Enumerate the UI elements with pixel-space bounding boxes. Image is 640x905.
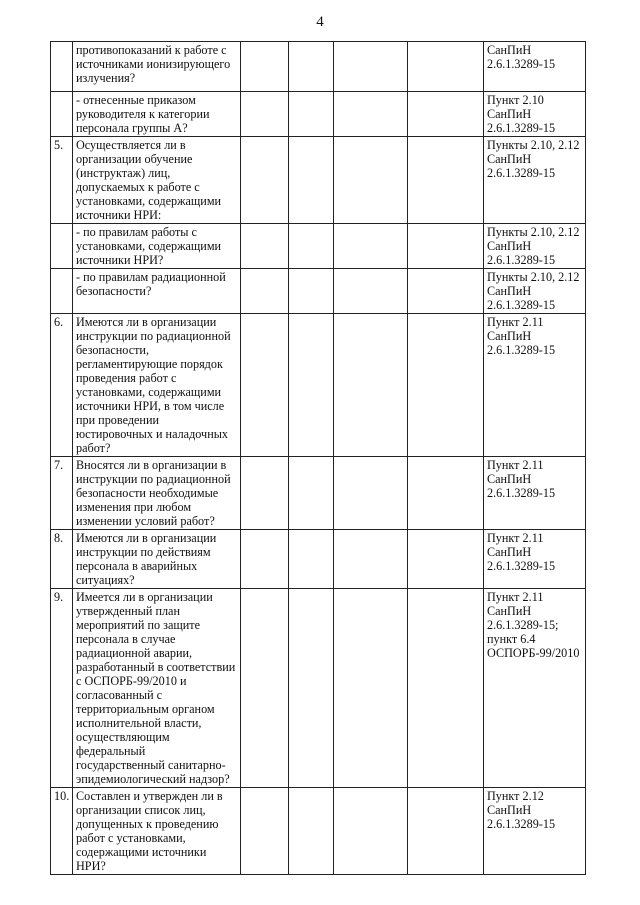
row-number: 5. [51,137,73,224]
answer-yes-cell [241,788,289,875]
comment-cell [408,92,484,137]
question-cell: Осуществляется ли в организации обучение (инструктаж) лиц, допускаемых к работе с установками, содержащими источники НРИ: [73,137,241,224]
row-number: 8. [51,530,73,589]
row-number [51,92,73,137]
row-number [51,269,73,314]
answer-no-cell [289,589,334,788]
row-number [51,42,73,92]
reference-cell: СанПиН 2.6.1.3289-15 [484,42,586,92]
answer-yes-cell [241,92,289,137]
answer-no-cell [289,314,334,457]
reference-cell: Пункт 2.10 СанПиН 2.6.1.3289-15 [484,92,586,137]
reference-cell: Пункты 2.10, 2.12 СанПиН 2.6.1.3289-15 [484,224,586,269]
reference-cell: Пункты 2.10, 2.12 СанПиН 2.6.1.3289-15 [484,269,586,314]
reference-cell: Пункт 2.11 СанПиН 2.6.1.3289-15; пункт 6.4 ОСПОРБ-99/2010 [484,589,586,788]
answer-no-cell [289,224,334,269]
table-row [51,224,586,269]
answer-na-cell [334,269,408,314]
question-cell: Вносятся ли в организации в инструкции по радиационной безопасности необходимые изменения при любом изменении условий работ? [73,457,241,530]
answer-yes-cell [241,314,289,457]
answer-na-cell [334,530,408,589]
answer-no-cell [289,137,334,224]
answer-no-cell [289,530,334,589]
comment-cell [408,42,484,92]
comment-cell [408,457,484,530]
reference-cell: Пункт 2.11 СанПиН 2.6.1.3289-15 [484,530,586,589]
table-row [51,589,586,788]
table-row [51,530,586,589]
table-row [51,457,586,530]
reference-cell: Пункты 2.10, 2.12 СанПиН 2.6.1.3289-15 [484,137,586,224]
page-number: 4 [316,14,324,30]
answer-na-cell [334,788,408,875]
question-cell: Составлен и утвержден ли в организации список лиц, допущенных к проведению работ с установками, содержащими источники НРИ? [73,788,241,875]
comment-cell [408,137,484,224]
comment-cell [408,788,484,875]
row-number: 6. [51,314,73,457]
question-cell: Имеется ли в организации утвержденный план мероприятий по защите персонала в случае радиационной аварии, разработанный в соответствии с ОСПОРБ-99/2010 и согласованный с территориальным органом исполнительной власти, осуществляющим федеральный государственный санитарно-эпидемиологический надзор? [73,589,241,788]
question-cell: Имеются ли в организации инструкции по действиям персонала в аварийных ситуациях? [73,530,241,589]
checklist-table [50,41,586,875]
row-number: 7. [51,457,73,530]
question-cell: противопоказаний к работе с источниками ионизирующего излучения? [73,42,241,92]
answer-na-cell [334,92,408,137]
answer-no-cell [289,42,334,92]
answer-yes-cell [241,457,289,530]
comment-cell [408,589,484,788]
row-number [51,224,73,269]
answer-no-cell [289,92,334,137]
comment-cell [408,224,484,269]
question-cell: - отнесенные приказом руководителя к категории персонала группы А? [73,92,241,137]
answer-na-cell [334,589,408,788]
answer-na-cell [334,457,408,530]
answer-yes-cell [241,269,289,314]
answer-na-cell [334,314,408,457]
table-row [51,788,586,875]
answer-yes-cell [241,530,289,589]
answer-na-cell [334,224,408,269]
answer-yes-cell [241,224,289,269]
table-row [51,137,586,224]
answer-na-cell [334,42,408,92]
table-row [51,42,586,92]
row-number: 9. [51,589,73,788]
answer-yes-cell [241,589,289,788]
reference-cell: Пункт 2.11 СанПиН 2.6.1.3289-15 [484,314,586,457]
table-row [51,92,586,137]
comment-cell [408,314,484,457]
answer-yes-cell [241,137,289,224]
question-cell: - по правилам работы с установками, содержащими источники НРИ? [73,224,241,269]
answer-na-cell [334,137,408,224]
answer-yes-cell [241,42,289,92]
question-cell: - по правилам радиационной безопасности? [73,269,241,314]
comment-cell [408,269,484,314]
comment-cell [408,530,484,589]
row-number: 10. [51,788,73,875]
answer-no-cell [289,788,334,875]
table-row [51,314,586,457]
answer-no-cell [289,457,334,530]
question-cell: Имеются ли в организации инструкции по радиационной безопасности, регламентирующие порядок проведения работ с установками, содержащими источники НРИ, в том числе при проведении юстировочных и наладочных работ? [73,314,241,457]
table-row [51,269,586,314]
reference-cell: Пункт 2.11 СанПиН 2.6.1.3289-15 [484,457,586,530]
answer-no-cell [289,269,334,314]
reference-cell: Пункт 2.12 СанПиН 2.6.1.3289-15 [484,788,586,875]
